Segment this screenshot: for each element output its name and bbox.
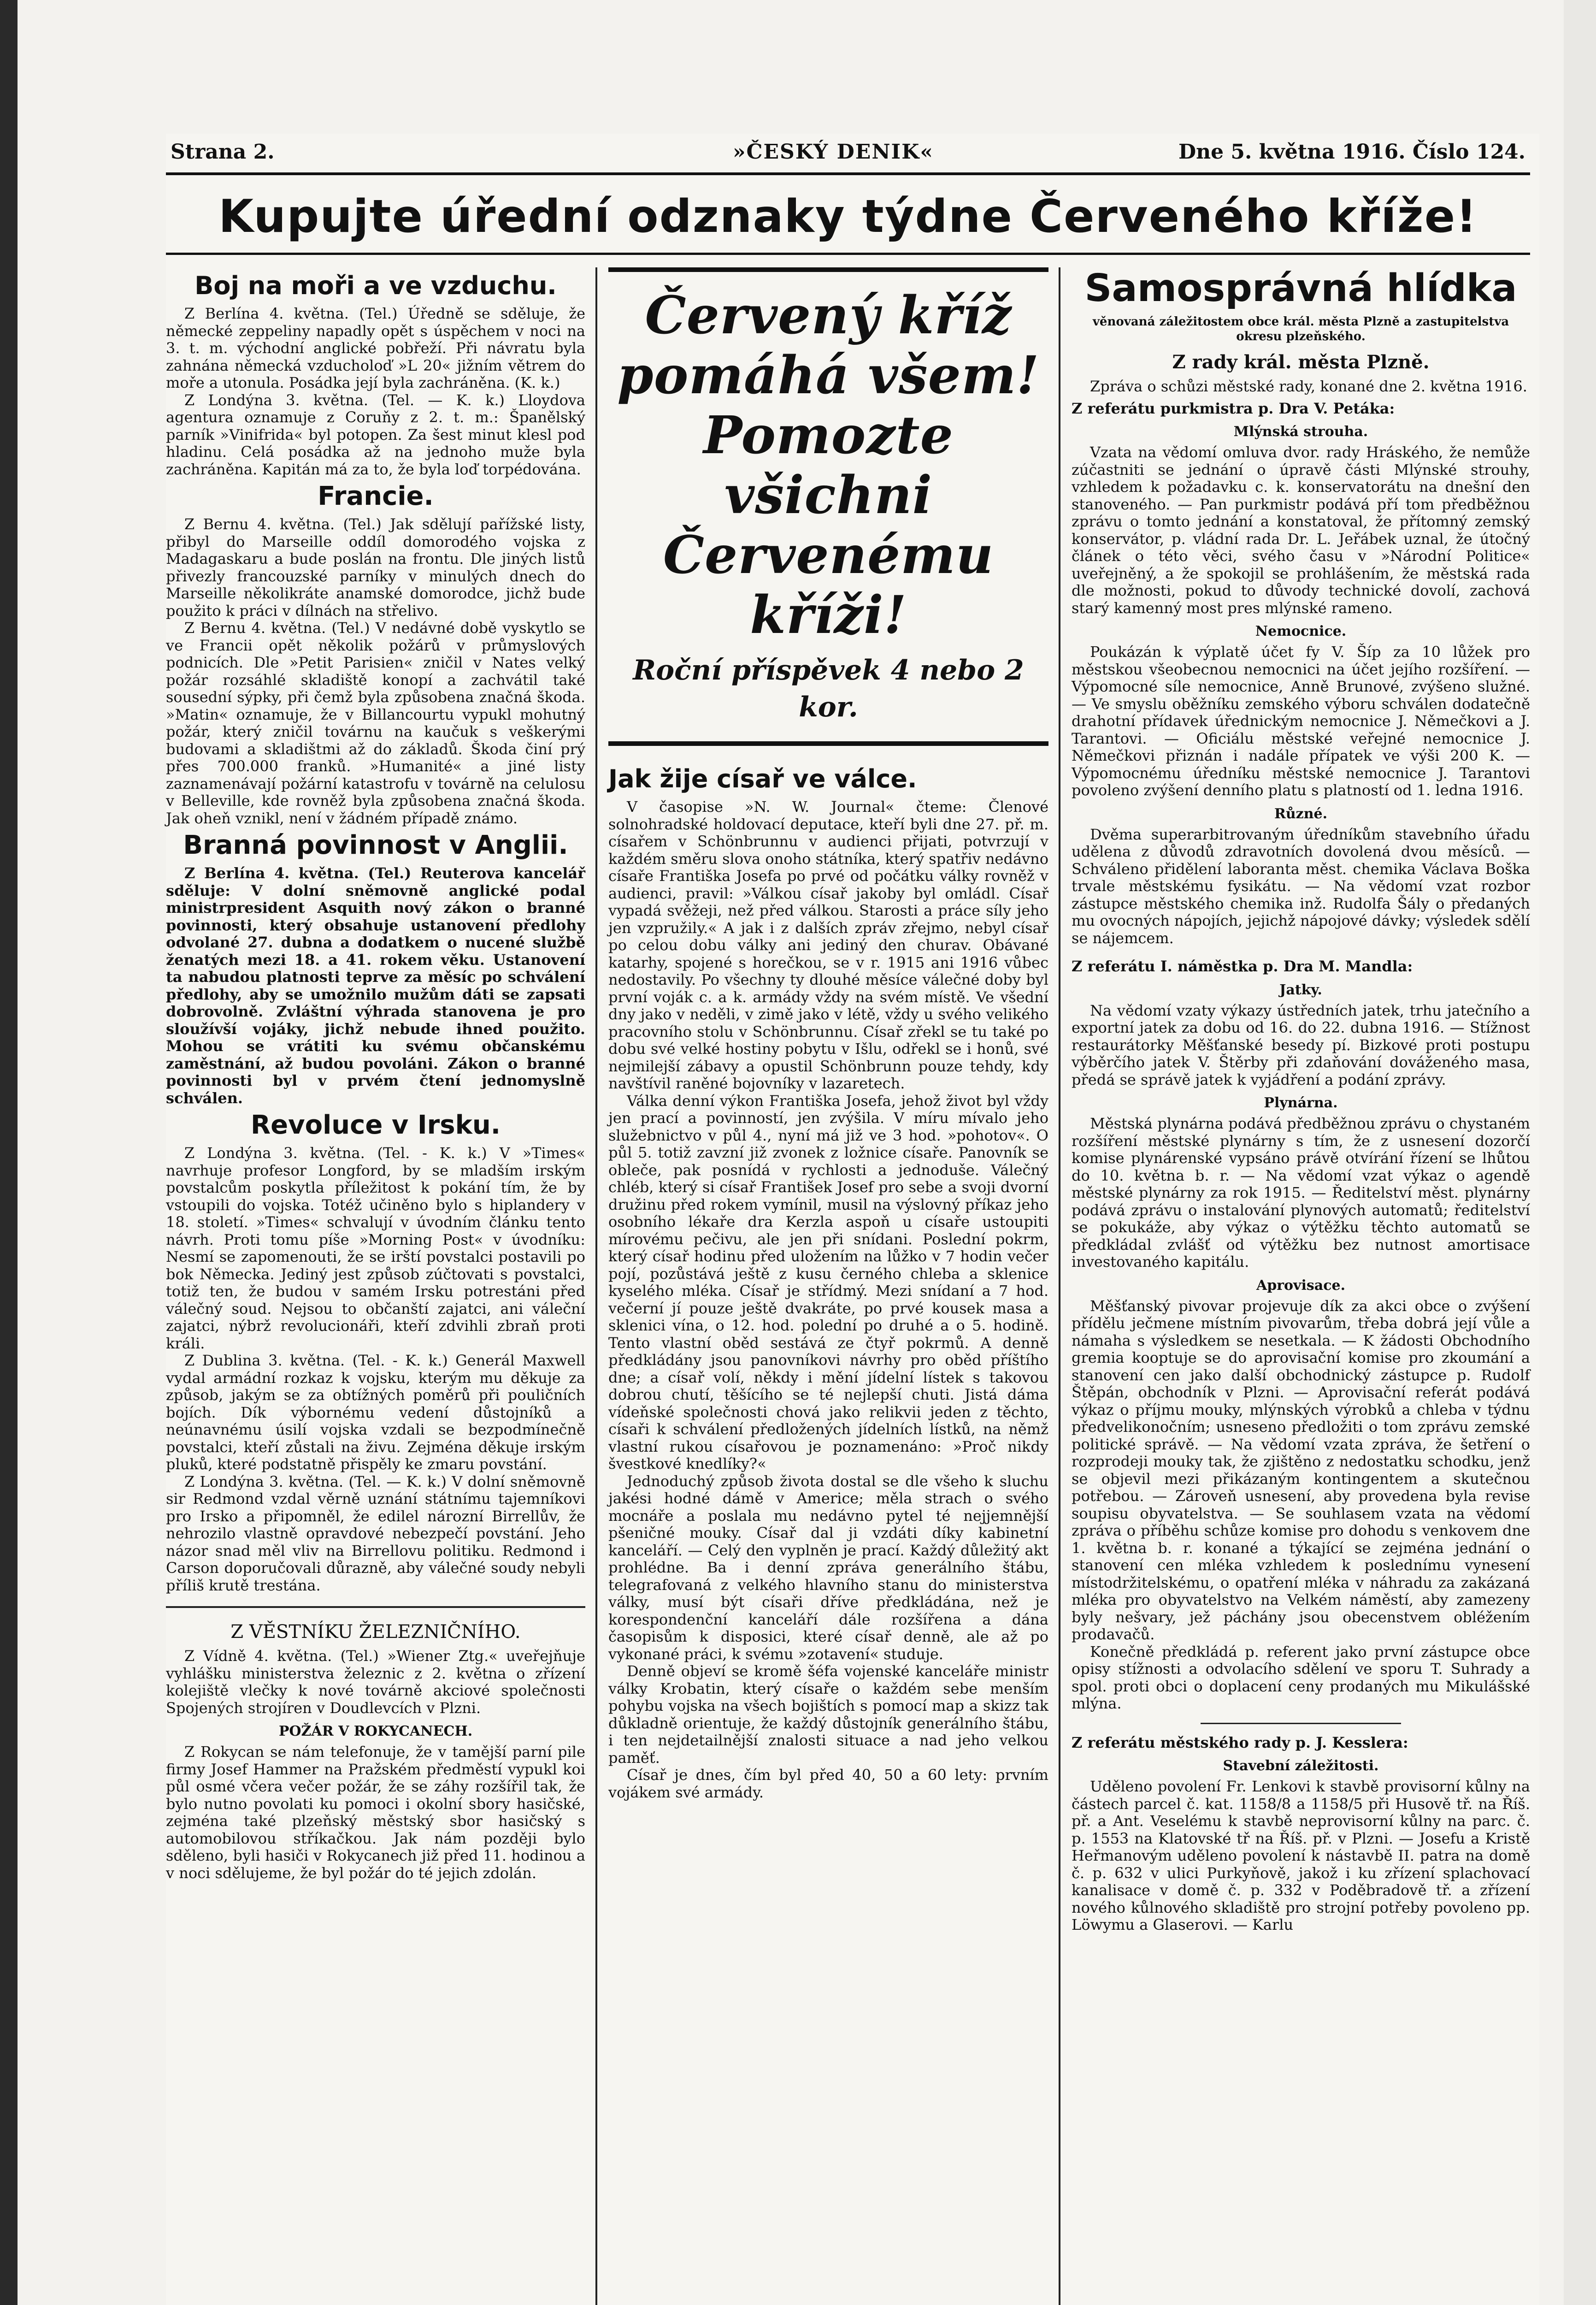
article-paragraph: Z Londýna 3. května. (Tel. — K. k.) V dolní sněmovně sir Redmond vzdal věrně uznání státnímu tajemníkovi pro Irsko a připomněl, že edilel nározní Birrellův, že nehrozilo vlastně opravdové nebezpečí povstání. Jeho názor snad měl vliv na Birrellovu politiku. Redmond i Carson doporučovali důrazně, aby válečné soudy nebyli příliš krutě trestána. xyxy=(166,1472,585,1594)
headline-samospravna-hlidka: Samosprávná hlídka xyxy=(1084,266,1517,310)
column-divider-1 xyxy=(595,267,597,2305)
subheading-mlynska-strouha: Mlýnská strouha. xyxy=(1233,424,1368,440)
article-paragraph: Městská plynárna podává předběžnou zprávu o chystaném rozšíření městské plynárny s tím, že z usnesení dozorčí komise plynárenské vypsáno právě otvírání řízení se lhůtou do 10. května b. r. — Na vědomí vzat výkaz o agendě městské plynárny za rok 1915. — Ředitelství měst. plynárny podává zprávu o instalování plynových automatů; ředitelství se pokukáže, aby výkaz o výtěžku těchto automatů se předkládal zvlášť od výtěžku bez nutnost amortisace investovaného kapitálu. xyxy=(1072,1115,1530,1271)
column-2 xyxy=(608,267,1048,1801)
article-paragraph: Jednoduchý způsob života dostal se dle všeho k sluchu jakési hodné dámě v Americe; měla strach o svého mocnáře a poslala mu nedávno pytel té nejjemnější pšeničné mouky. Císař dal ji vzdáti díky kabinetní kanceláří. — Celý den vyplněn je prací. Každý důležitý akt prohlédne. Ba i denní zpráva generálního štábu, telegrafovaná z velkého hlavního stanu do ministerstva války, musí být císaři dříve předkládána, než je korespondenční kanceláří dále rozšířena a dána časopisům k disposici, které císař denně, ale až po vykonané práci, k svému »zotavení« studuje. xyxy=(608,1472,1048,1663)
subheading-aprovisace: Aprovisace. xyxy=(1256,1277,1346,1294)
article-paragraph: V časopise »N. W. Journal« čteme: Členové solnohradské holdovací deputace, kteří byli dne 27. př. m. císařem v Schönbrunnu v audienci přijati, potvrzují v každém směru slova onoho státníka, který spatřiv nedávno císaře Františka Josefa po prvé od počátku války rovněž v audienci, pravil: »Válkou císař jakoby byl omládl. Císař vypadá svěžeji, než před válkou. Starosti a práce síly jeho jen vzpružily.« A jak i z dalších zpráv zřejmo, nebyl císař po celou dobu války ani jediný den churav. Obávané katarhy, spojené s horečkou, se v r. 1915 ani 1916 vůbec nedostavily. Po všechny ty dlouhé měsíce válečné doby byl první voják c. a k. armády vždy na svém místě. Ve všední dny jako v neděli, v zimě jako v létě, vždy u svého velikého pracovního stolu v Schönbrunnu. Císař zřekl se tu také po dobu své velké hostiny pobytu v Išlu, odřekl se i honů, své nejmilejší zábavy a opustil Schönbrunn pouze tehdy, kdy navštívil raněné bojovníky v lazaretech. xyxy=(608,798,1048,1092)
article-paragraph: Vzata na vědomí omluva dvor. rady Hráského, že nemůže zúčastniti se jednání o úpravě části Mlýnské strouhy, vzhledem k požadavku c. k. konservatorátu na dnešní den stanoveného. — Pan purkmistr podává pří tom předběžnou zprávu o tomto jednání a konstatoval, že přítomný zemský konservátor, p. vládní rada Dr. L. Jeřábek uznal, že útočný článek o této věci, svého času v »Národní Politice« uveřejněný, a že spokojil se prohlášením, že městská rada dle možnosti, pokud to důvody technické dovolí, zachová starý kamenný most pres mlýnské rameno. xyxy=(1072,443,1530,617)
article-paragraph: Z Berlína 4. května. (Tel.) Úředně se sděluje, že německé zeppeliny napadly opět s úspěchem v noci na 3. t. m. východní anglické pobřeží. Při návratu byla zahnána německá vzducholoď »L 20« jižním větrem do moře a utonula. Posádka její byla zachráněna. (K. k.) xyxy=(166,305,585,391)
red-cross-advertisement xyxy=(608,267,1048,746)
article-paragraph: Císař je dnes, čím byl před 40, 50 a 60 lety: prvním vojákem své armády. xyxy=(608,1766,1048,1801)
headline-branna-povinnost: Branná povinnost v Anglii. xyxy=(183,830,568,860)
subheading-plynarna: Plynárna. xyxy=(1264,1095,1338,1111)
ad-contribution: Roční příspěvek 4 nebo 2 kor. xyxy=(633,654,1024,723)
referat-heading: Z referátu městského rady p. J. Kesslera: xyxy=(1072,1733,1408,1751)
page-number: Strana 2. xyxy=(171,140,275,164)
banner-rule xyxy=(166,253,1530,255)
article-paragraph: Denně objeví se kromě šéfa vojenské kanceláře ministr války Krobatin, který císaře o každém sebe menším pohybu vojska na všech bojištích s pomocí map a skizz tak důkladně orientuje, že každý důstojník generálního štábu, i ten nejdetailnější znalosti situace a nad jeho velkou paměť. xyxy=(608,1662,1048,1767)
section-divider xyxy=(1201,1723,1401,1724)
article-paragraph: Válka denní výkon Františka Josefa, jehož život byl vždy jen prací a povinností, jen zvýšila. V míru mívalo jeho služebnictvo v půl 4., nyní má již ve 3 hod. »pohotov«. O půl 5. totiž zavzní již zvonek z ložnice císaře. Panovník se obleče, pak posnídá v rychlosti a jednoduše. Válečný chléb, který si císař František Josef pro sebe a svoji dvorní družinu před rokem vymínil, musil na výslovný příkaz jeho osobního lékaře dra Kerzla aspoň u císaře ustoupiti mírovému pečivu, ale jen při snídani. Poslední pokrm, který císař hodinu před uložením na lůžko v 7 hodin večer pojí, pozůstává ještě z kusu černého chleba a sklenice kyselého mléka. Císař je střídmý. Mezi snídaní a 7 hod. večerní jí pouze ještě dvakráte, po prvé kousek masa a sklenici vína, o 12. hod. polední po druhé a o 5. hodině. Tento vlastní oběd sestává ze čtyř pokrmů. A denně předkládány jsou panovníkovi návrhy pro oběd příštího dne; a císař volí, někdy i mění jídelní lístek s takovou dobrou chutí, těšícího se té nejlepší chuti. Jistá dáma vídeňské společnosti chová jako relikvii jeden z těchto, císaři k schválení předložených jídelních lístků, na němž vlastní rukou císařovou je poznamenáno: »Proč nikdy švestkové knedlíky?« xyxy=(608,1092,1048,1472)
column-1 xyxy=(166,267,585,1882)
headline-revoluce-v-irsku: Revoluce v Irsku. xyxy=(251,1110,501,1140)
article-paragraph: Z Vídně 4. května. (Tel.) »Wiener Ztg.« uveřejňuje vyhlášku ministerstva železnic z 2. května o zřízení kolejiště vlečky k nové továrně akciové společnosti Spojených strojíren v Doudlevcích v Plzni. xyxy=(166,1647,585,1717)
scan-border-left xyxy=(0,0,18,2305)
article-paragraph: Na vědomí vzaty výkazy ústředních jatek, trhu jatečního a exportní jatek za dobu od 16. do 22. dubna 1916. — Stížnost restaurátorky Měšťanské besedy pí. Bizkové proti postupu výběrčího jatek V. Štěrby při zdaňování dováženého masa, předá se správě jatek k vyjádření a podání zprávy. xyxy=(1072,1001,1530,1088)
column-divider-2 xyxy=(1059,267,1060,2305)
headline-boj-na-mori: Boj na moři a ve vzduchu. xyxy=(194,271,557,300)
masthead: »ČESKÝ DENIK« xyxy=(733,140,934,164)
article-paragraph: Z Dublina 3. května. (Tel. - K. k.) Generál Maxwell vydal armádní rozkaz k vojsku, kterým mu děkuje za způsob, jakým se za obtížných poměrů při pouličních bojích. Dík výbornému vedení důstojníků a neúnavnému úsilí vojska vzdali se bezpodmínečně povstalci, kteří zůstali na živu. Zejména děkuje irským pluků, které podstatně přispěly ke zmaru povstání. xyxy=(166,1352,585,1473)
referat-heading: Z referátu purkmistra p. Dra V. Petáka: xyxy=(1072,399,1395,417)
section-divider xyxy=(166,1606,585,1608)
article-paragraph: Z Rokycan se nám telefonuje, že v tamější parní pile firmy Josef Hammer na Pražském předměstí vypukl koi půl osmé včera večer požár, že se záhy rozšířil tak, že bylo nutno povolati ku pomoci i okolní sbory hasičské, zejména také plzeňský městský sbor hasičský s automobilovou stříkačkou. Jak nám později bylo sděleno, byli hasiči v Rokycanech již před 11. hodinou a v noci sdělujeme, že byl požár do té jejich zdolán. xyxy=(166,1743,585,1882)
section-subtitle: věnovaná záležitostem obce král. města Plzně a zastupitelstva okresu plzeňského. xyxy=(1092,315,1509,343)
article-paragraph: Z Londýna 3. května. (Tel. — K. k.) Lloydova agentura oznamuje z Coruňy z 2. t. m.: Španělský parník »Vinifrida« byl potopen. Za šest minut klesl pod hladinu. Celá posádka až na jednoho muže byla zachráněna. Kapitán má za to, že byla loď torpédována. xyxy=(166,391,585,478)
subheading-jatky: Jatky. xyxy=(1279,981,1322,998)
column-3 xyxy=(1072,267,1530,1934)
subheading-stavebni: Stavební záležitosti. xyxy=(1223,1758,1379,1774)
article-paragraph: Měšťanský pivovar projevuje dík za akci obce o zvýšení přídělu ječmene místním pivovarům, třeba dobrá její vůle a námaha s výsledkem se nesetkala. — K žádosti Obchodního gremia kooptuje se do aprovisační komise pro zkoumání a stanovení cen jako další obchodnický zástupce p. Rudolf Štěpán, obchodník v Plzni. — Aprovisační referát podává výkaz o příjmu mouky, mlýnských výrobků a chleba v týdnu předvelikonočním; usneseno předložiti o tom zprávu zemské politické správě. — Na vědomí vzata zpráva, že šetření o rozprodeji mouky tak, že zjištěno z nedostatku schodku, jenž se objevil mezi přikázaným kontingentem a skutečnou potřebou. — Zároveň usnesení, aby provedena byla revise soupisu obyvatelstva. — Se souhlasem vzata na vědomí zpráva o příběhu schůze komise pro dohodu s venkovem dne 1. května b. r. konané a týkající se zejména jednání o stanovení cen mléka vzhledem k poslednímu vynesení místodržitelskému, o opatření mléka v náhradu za zakázaná mléka pro obyvatelstvo na Velkém náměstí, aby zamezeny byly nešvary, jež páchány jsou obecenstvem obléžením prodavačů. xyxy=(1072,1297,1530,1643)
newspaper-page xyxy=(166,134,1539,2305)
header-rule xyxy=(166,172,1530,175)
article-paragraph: Zpráva o schůzi městské rady, konané dne 2. května 1916. xyxy=(1090,378,1527,395)
ad-line-3: Pomozte všichni xyxy=(703,405,954,526)
ad-line-2: pomáhá všem! xyxy=(617,345,1040,406)
article-paragraph: Uděleno povolení Fr. Lenkovi k stavbě provisorní kůlny na částech parcel č. kat. 1158/8 a 1158/5 při Husově tř. na Říš. př. a Ant. Veselému k stavbě neprovisorní kůlny na parc. č. p. 1553 na Klatovské tř na Říš. př. v Plzni. — Josefu a Kristě Heřmanovým uděleno povolení k nástavbě II. patra na domě č. p. 632 v ulici Purkyňově, jakož i ku zřízení splachovací kanalisace v domě č. p. 332 v Poděbradově tř. a zřízení nového kůlnového skladiště pro strojní potřeby povoleno pp. Löwymu a Glaserovi. — Karlu xyxy=(1072,1778,1530,1933)
article-paragraph: Poukázán k výplatě účet fy V. Šíp za 10 lůžek pro městskou všeobecnou nemocnici na účet jejího rozšíření. — Výpomocné síle nemocnice, Anně Brunové, zvýšeno služné. — Ve smyslu oběžníku zemského výboru schválen dodatečně drahotní přídavek úřednickým nemocnice J. Němečkovi a J. Tarantovi. — Oficiálu městské veřejné nemocnice J. Němečkovi přiznán i nadále přípatek ve výši 200 K. — Výpomocnému úředníku městské nemocnice J. Tarantovi povoleno zvýšení denního platu s platností od 1. ledna 1916. xyxy=(1072,643,1530,799)
article-paragraph: Z Londýna 3. května. (Tel. - K. k.) V »Times« navrhuje profesor Longford, by se mladším irským povstalcům poskytla příležitost k pokání tím, že by vstoupili do vojska. Totéž učiněno bylo s hiplandery v 18. století. »Times« schvalují v úvodním článku tento návrh. Proti tomu píše »Morning Post« v úvodníku: Nesmí se zapomenouti, že se irští povstalci postavili po bok Německa. Jediný jest způsob zúčtovati s povstalci, totiž ten, že budou v samém Irsku potrestáni před válečný soud. Nejsou to občanští zajatci, ani váleční zajatci, nýbrž revolucionáři, kteří zdvihli zbraň proti králi. xyxy=(166,1144,585,1352)
page-header xyxy=(166,134,1539,171)
headline-z-rady: Z rady král. města Plzně. xyxy=(1172,351,1430,373)
article-paragraph: Z Bernu 4. května. (Tel.) V nedávné době vyskytlo se ve Francii opět několik požárů v průmyslových podnicích. Dle »Petit Parisien« zničil v Nates velký požár rozsáhlé skladiště konopí a zachvátil také sousední sýpky, při čemž byla způsobena značná škoda. »Matin« oznamuje, že v Billancourtu vypukl mohutný požár, který zničil továrnu na kaučuk s veškerými budovami a skladištmi až do základů. Škoda činí prý přes 700.000 franků. »Humanité« a jiné listy zaznamenávají požární katastrofu v továrně na celulosu v Belleville, kde rovněž byla způsobena značná škoda. Jak oheň vznikl, není v žádném případě známo. xyxy=(166,619,585,827)
headline-vestnik-zeleznicni: Z VĚSTNÍKU ŽELEZNIČNÍHO. xyxy=(230,1621,521,1643)
ad-line-4: Červenému kříži! xyxy=(663,525,994,645)
banner-headline: Kupujte úřední odznaky týdne Červeného kříže! xyxy=(218,190,1478,243)
scan-border-right xyxy=(1564,0,1596,2305)
article-paragraph: Z Berlína 4. května. (Tel.) Reuterova kancelář sděluje: V dolní sněmovně anglické podal ministrpresident Asquith nový zákon o branné povinnosti, který obsahuje ustanovení předlohy odvolané 27. dubna a dodatkem o nucené službě ženatých mezi 18. a 41. rokem věku. Ustanovení ta nabudou platnosti teprve za měsíc po schválení předlohy, aby se umožnilo mužům dáti se zapsati dobrovolně. Zvláštní výhrada stanovena je pro sloužívší vojáky, jichž nebude ihned použito. Mohou se vrátiti ku svému občanskému zaměstnání, až budou povoláni. Zákon o branné povinnosti byl v prvém čtení jednomyslně schválen. xyxy=(166,864,585,1107)
date-issue: Dne 5. května 1916. Číslo 124. xyxy=(1178,140,1525,164)
ad-line-1: Červený kříž xyxy=(645,285,1012,346)
headline-francie: Francie. xyxy=(318,481,434,511)
headline-pozar-v-rokycanech: POŽÁR V ROKYCANECH. xyxy=(278,1723,473,1739)
subheading-nemocnice: Nemocnice. xyxy=(1255,623,1347,639)
article-paragraph: Z Bernu 4. května. (Tel.) Jak sdělují pařížské listy, přibyl do Marseille oddíl domorodého vojska z Madagaskaru a bude poslán na frontu. Dle jiných listů přivezly francouzské parníky v minulých dnech do Marseille několikráte anamské domorodce, jichž bude použito k práci v dílnách na střelivo. xyxy=(166,515,585,620)
referat-heading: Z referátu I. náměstka p. Dra M. Mandla: xyxy=(1072,957,1413,975)
headline-jak-zije-cisar: Jak žije císař ve válce. xyxy=(608,764,917,793)
article-paragraph: Konečně předkládá p. referent jako první zástupce obce opisy stížnosti a odvolacího sdělení ve sporu T. Suhrady a spol. proti obci o doplacení ceny prodaných mu Mikulášské mlýna. xyxy=(1072,1643,1530,1712)
subheading-ruzne: Různé. xyxy=(1274,805,1328,822)
article-paragraph: Dvěma superarbitrovaným úředníkům stavebního úřadu udělena z důvodů zdravotních dovolená dvou měsíců. — Schváleno přidělení laboranta měst. chemika Václava Boška trvale městskému fysikátu. — Na vědomí vzat rozbor zástupce městského chemika inž. Rudolfa Šály o předaných mu ovocných nápojích, jejichž nápojové dávky; výsledek sdělí se nájemcem. xyxy=(1072,825,1531,947)
